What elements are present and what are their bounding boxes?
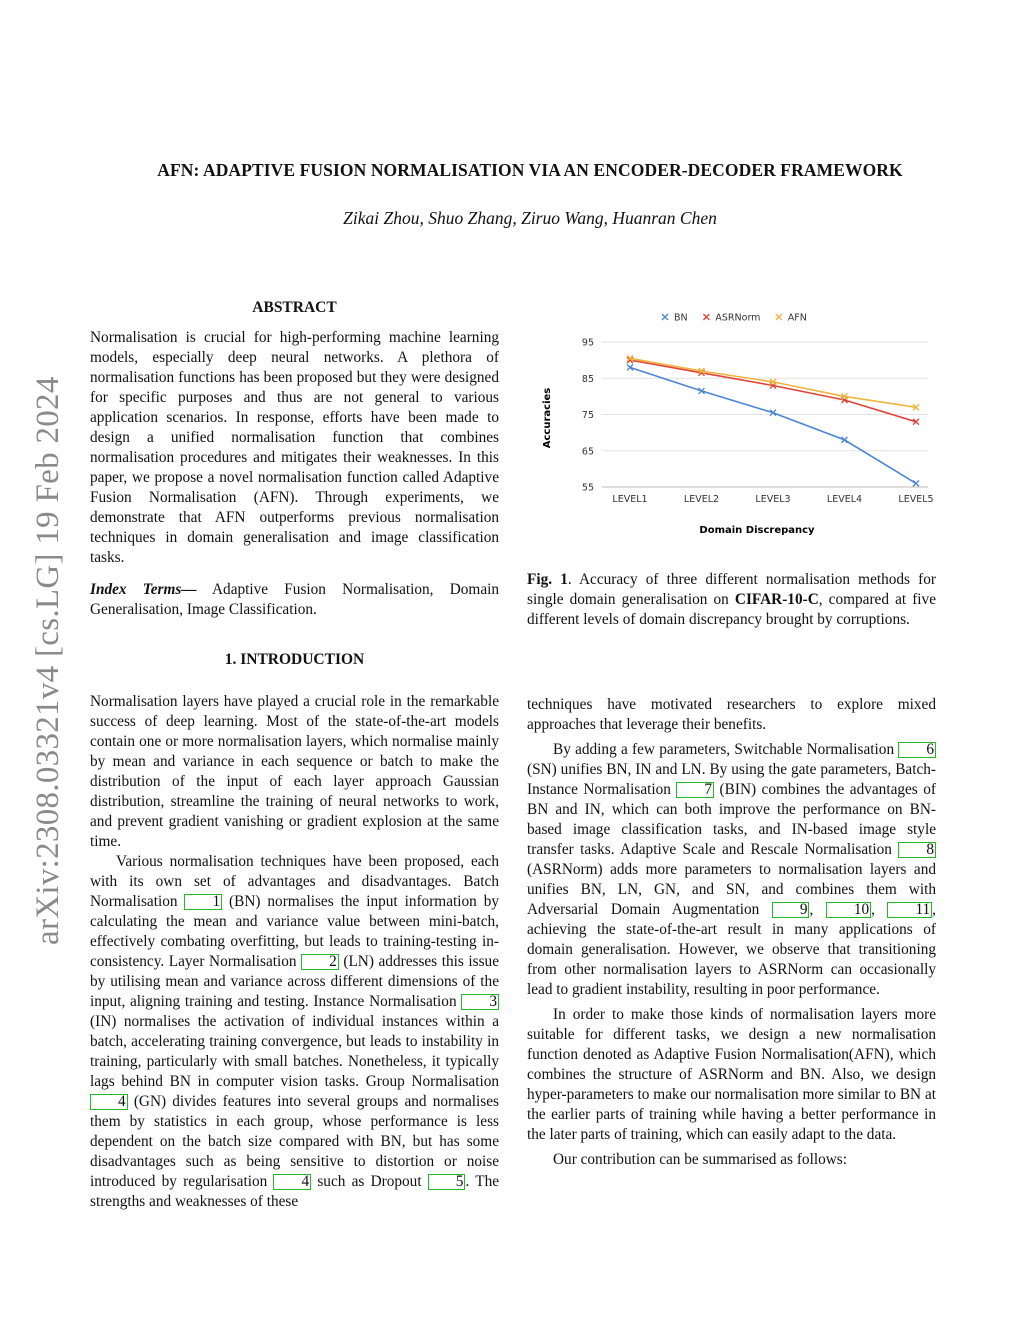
intro-p3-text: (SN) unifies BN, IN and LN. By using the gate parameters, Batch-Instance Normalisation	[527, 761, 936, 798]
legend-label: BN	[674, 312, 688, 324]
y-axis-label: Accuracies	[542, 387, 553, 449]
series-line-afn	[630, 358, 916, 407]
legend-entry-afn	[776, 313, 807, 324]
figure-label: Fig. 1	[527, 571, 568, 588]
intro-paragraph-2	[90, 852, 499, 1212]
index-terms	[90, 580, 499, 620]
x-tick-label: LEVEL4	[826, 494, 863, 505]
y-tick-label: 55	[581, 482, 594, 494]
legend-label: AFN	[787, 312, 807, 324]
chart-series	[627, 355, 919, 486]
citation-link[interactable]: 10	[826, 902, 871, 918]
citation-link[interactable]: 11	[887, 902, 932, 918]
figure-caption-text	[527, 570, 936, 630]
chart-legend	[662, 313, 807, 324]
citation-link[interactable]: 9	[772, 902, 810, 918]
citation-link[interactable]: 4	[273, 1174, 311, 1190]
intro-p2-text: . The strengths and weaknesses of these	[90, 1173, 500, 1210]
chart-axes	[582, 338, 934, 506]
intro-p2-text: (BN) normalises the input information by calculating the mean and variance value between mini-batch, effectively combating overfitting, but leads to training-testing in-consistency. Layer Normalisation	[90, 893, 500, 970]
legend-entry-bn	[662, 313, 688, 324]
intro-p3-text: (BIN) combines the advantages of BN and IN, which can both improve the performance on BN-based image classification tasks, and IN-based image style transfer tasks. Adaptive Scale and Rescale Normalisation	[527, 781, 936, 858]
y-tick-label: 75	[581, 410, 594, 421]
paper-authors: Zikai Zhou, Shuo Zhang, Ziruo Wang, Huanran Chen	[343, 208, 717, 228]
right-column-text	[527, 695, 936, 1170]
left-column-top	[90, 298, 499, 620]
left-column-intro	[90, 650, 499, 1212]
intro-paragraph-3	[527, 740, 936, 1000]
arxiv-identifier: arXiv:2308.03321v4 [cs.LG] 19 Feb 2024	[30, 376, 66, 945]
intro-paragraph-5: Our contribution can be summarised as follows:	[553, 1151, 847, 1168]
citation-link[interactable]: 4	[90, 1094, 128, 1110]
legend-entry-asrnorm	[703, 313, 760, 324]
legend-label: ASRNorm	[715, 312, 761, 324]
intro-p3-text: By adding a few parameters, Switchable Normalisation	[553, 741, 899, 758]
index-terms-label: Index Terms—	[90, 581, 197, 598]
intro-p3-text: ,	[809, 901, 826, 918]
caption-part: , compared at five different levels of domain discrepancy brought by corruptions.	[527, 591, 936, 628]
x-tick-label: LEVEL2	[683, 494, 720, 505]
caption-part: . Accuracy of three different normalisation methods for single domain generalisation on	[527, 571, 936, 608]
paper-title: AFN: ADAPTIVE FUSION NORMALISATION VIA AN ENCODER-DECODER FRAMEWORK	[157, 160, 903, 180]
citation-link[interactable]: 7	[676, 782, 714, 798]
intro-p3-text: ,	[871, 901, 888, 918]
intro-p2-text: (LN) addresses this issue by utilising mean and variance across different dimensions of the input, aligning training and testing. Instance Normalisation	[90, 953, 499, 1010]
dataset-name: CIFAR-10-C	[734, 591, 819, 608]
introduction-heading: 1. INTRODUCTION	[224, 651, 365, 668]
data-point-bn	[913, 480, 919, 486]
intro-p2-text: (GN) divides features into several groups and normalises them by statistics in each group, whose performance is less dependent on the batch size compared with BN, but has some disadvantages such as being sensitive to distortion or noise introduced by regularisation	[90, 1093, 499, 1190]
intro-paragraph-4: In order to make those kinds of normalisation layers more suitable for different tasks, we design a new normalisation function denoted as Adaptive Fusion Normalisation(AFN), which combines the structure of ASRNorm and BN. Also, we design hyper-parameters to make our normalisation more similar to BN at the earlier parts of training while having a better performance in the later parts of training, which can easily adapt to the data.	[527, 1006, 936, 1143]
intro-p2-text: (IN) normalises the activation of individual instances within a batch, accelerating training convergence, but leads to instability in training, particularly with small batches. Nonetheless, it typically lags behind BN in computer vision tasks. Group Normalisation	[90, 1013, 499, 1090]
index-terms-text: Adaptive Fusion Normalisation, Domain Generalisation, Image Classification.	[90, 581, 500, 618]
y-tick-label: 65	[581, 446, 594, 458]
citation-link[interactable]: 2	[301, 954, 339, 970]
x-axis-label: Domain Discrepancy	[699, 525, 815, 536]
x-tick-label: LEVEL5	[898, 494, 934, 505]
citation-link[interactable]: 6	[898, 742, 936, 758]
x-tick-label: LEVEL3	[755, 494, 791, 505]
abstract-text: Normalisation is crucial for high-performing machine learning models, especially deep neural networks. A plethora of normalisation functions has been proposed but they were designed for specific purposes and thus are not general to various application scenarios. In response, efforts have been made to design a unified normalisation function that combines normalisation procedures and mitigates their weaknesses. In this paper, we propose a novel normalisation function called Adaptive Fusion Normalisation (AFN). Through experiments, we demonstrate that AFN outperforms previous normalisation techniques in domain generalisation and image classification tasks.	[90, 329, 499, 566]
intro-p2-text: such as Dropout	[311, 1173, 428, 1190]
x-tick-label: LEVEL1	[612, 494, 648, 505]
accuracy-chart	[540, 300, 940, 550]
citation-link[interactable]: 3	[461, 994, 499, 1010]
intro-paragraph-2-continued: techniques have motivated researchers to explore mixed approaches that leverage their benefits.	[527, 696, 936, 733]
intro-paragraph-1: Normalisation layers have played a crucial role in the remarkable success of deep learning. Most of the state-of-the-art models contain one or more normalisation layers, which normalise mainly by mean and variance in each sequence or batch to make the distribution of the input of each layer approach Gaussian distribution, streamline the training of neural networks to work, and prevent gradient vanishing or gradient explosion at the same time.	[90, 693, 499, 850]
citation-link[interactable]: 8	[898, 842, 936, 858]
citation-link[interactable]: 5	[428, 1174, 466, 1190]
citation-link[interactable]: 1	[184, 894, 222, 910]
figure-caption	[527, 570, 936, 630]
intro-p2-text: Various normalisation techniques have been proposed, each with its own set of advantages and disadvantages. Batch Normalisation	[90, 853, 499, 910]
intro-p3-text: (ASRNorm) adds more parameters to normalisation layers and unifies BN, LN, GN, and SN, and combines them with Adversarial Domain Augmentation	[527, 861, 936, 918]
y-tick-label: 85	[581, 373, 594, 385]
abstract-heading: ABSTRACT	[252, 299, 337, 316]
intro-p3-text: , achieving the state-of-the-art result in many applications of domain generalisation. However, we observe that transitioning from other normalisation layers to ASRNorm can occasionally lead to gradient instability, resulting in poor performance.	[527, 901, 936, 998]
accuracy-line-chart	[540, 300, 940, 550]
y-tick-label: 95	[581, 337, 594, 349]
